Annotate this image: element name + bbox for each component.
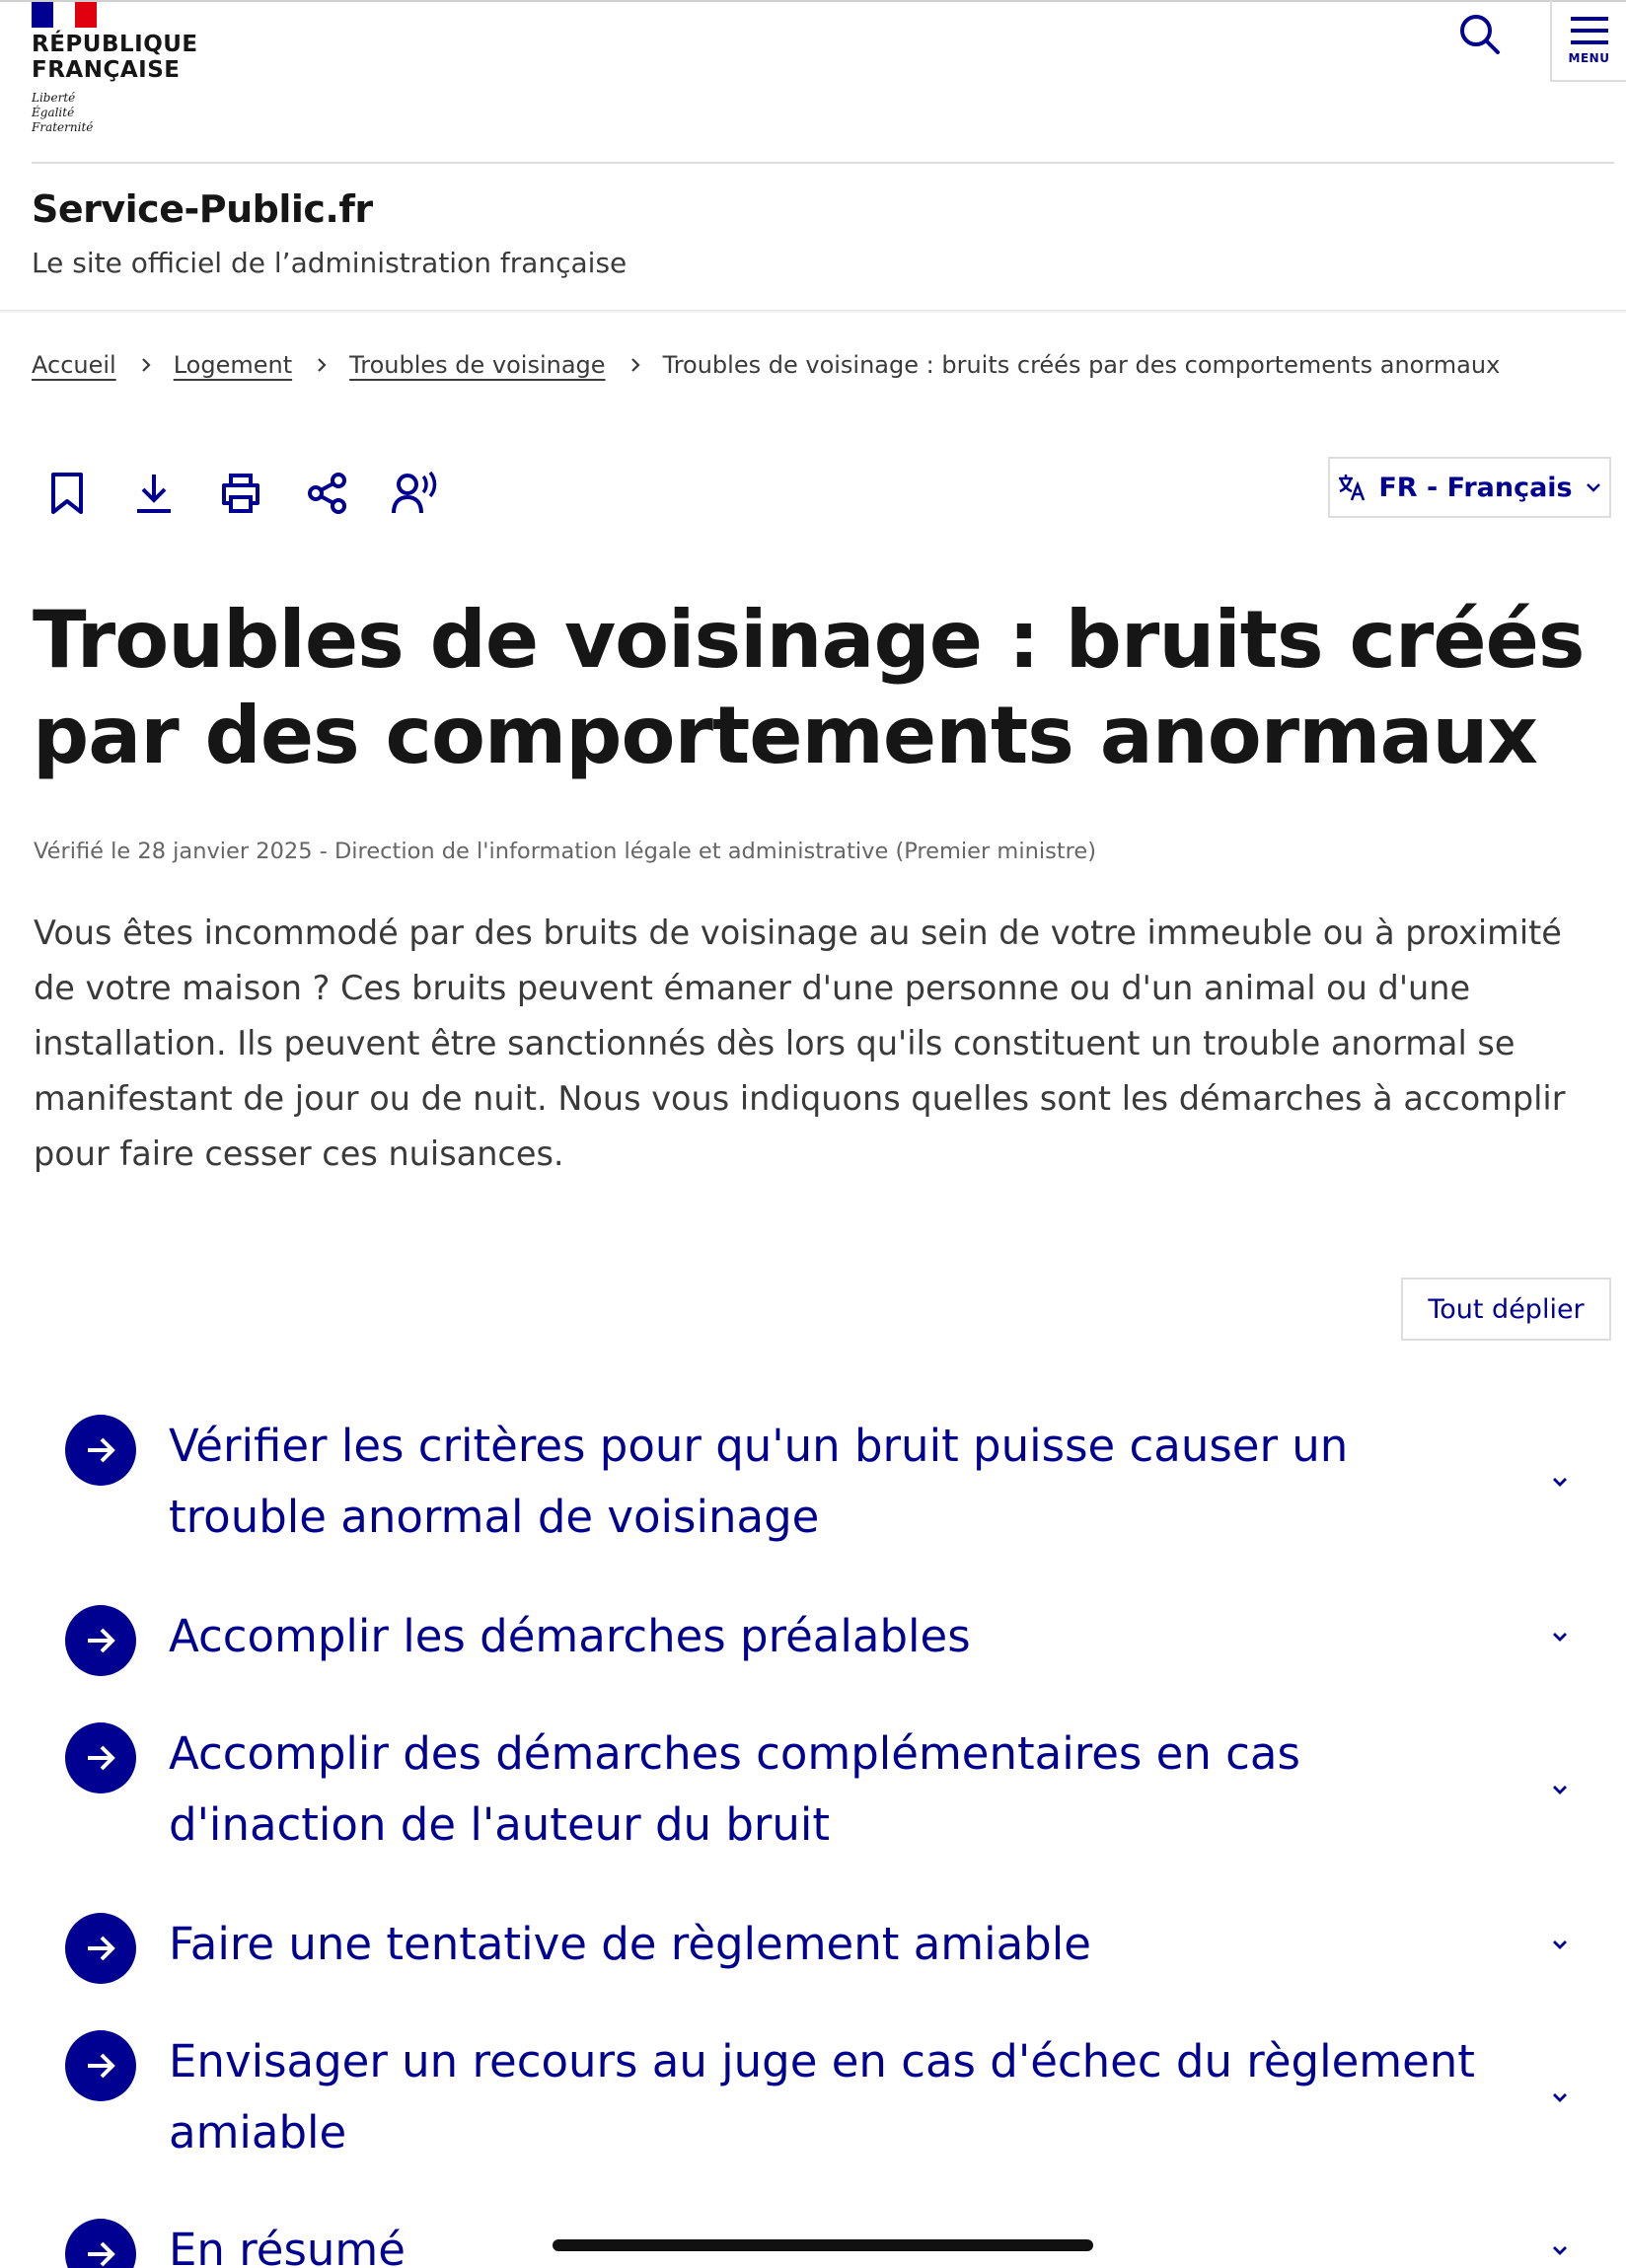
chevron-down-icon [1547, 1469, 1573, 1495]
breadcrumb-link-troubles-de-voisinage[interactable]: Troubles de voisinage [349, 351, 606, 379]
search-button[interactable] [1450, 5, 1510, 64]
header-divider [32, 162, 1614, 164]
accordion-title: Faire une tentative de règlement amiable [169, 1918, 1091, 1970]
arrow-right-icon [65, 1722, 136, 1793]
chevron-right-icon [312, 355, 332, 375]
chevron-down-icon [1547, 2085, 1573, 2110]
site-name[interactable]: Service-Public.fr [32, 187, 373, 231]
chevron-down-icon [1585, 478, 1602, 496]
republique-francaise-logo[interactable] [32, 2, 229, 135]
accordion-title: Accomplir les démarches préalables [169, 1610, 971, 1662]
header-shadow [0, 310, 1626, 314]
motto [32, 91, 229, 135]
expand-all-button[interactable]: Tout déplier [1401, 1278, 1611, 1341]
chevron-right-icon [136, 355, 156, 375]
chevron-right-icon [626, 355, 645, 375]
breadcrumb-link-logement[interactable]: Logement [173, 351, 293, 379]
motto-egalite: Égalité [32, 106, 75, 119]
arrow-right-icon [65, 1415, 136, 1486]
accordion-title: Envisager un recours au juge en cas d'échec du règlement amiable [169, 2035, 1475, 2158]
accordion-title: Accomplir des démarches complémentaires en cas d'inaction de l'auteur du bruit [169, 1727, 1300, 1851]
menu-button[interactable] [1550, 0, 1626, 82]
chevron-down-icon [1547, 1932, 1573, 1957]
print-button[interactable] [217, 468, 264, 519]
accordion-title: En résumé [169, 2224, 406, 2268]
motto-liberte: Liberté [32, 91, 76, 105]
chevron-down-icon [1547, 1777, 1573, 1802]
breadcrumb-link-accueil[interactable]: Accueil [32, 351, 116, 379]
search-icon [1458, 13, 1502, 56]
print-icon [219, 472, 262, 515]
arrow-right-icon [65, 2219, 136, 2268]
chevron-down-icon [1547, 1624, 1573, 1649]
bookmark-icon [47, 471, 87, 516]
share-icon [306, 472, 349, 515]
listen-button[interactable] [391, 468, 438, 519]
listen-icon [391, 471, 438, 516]
bookmark-button[interactable] [43, 468, 91, 519]
home-indicator[interactable] [553, 2239, 1093, 2251]
verification-date: Vérifié le 28 janvier 2025 - Direction de l'information légale et administrative (Premier ministre) [34, 839, 1097, 864]
download-icon [133, 472, 175, 515]
language-selector[interactable] [1328, 457, 1611, 518]
translate-icon [1337, 473, 1367, 502]
page-toolbar [43, 464, 438, 523]
logo-line-1: RÉPUBLIQUE [32, 32, 198, 57]
arrow-right-icon [65, 1605, 136, 1676]
language-label: FR - Français [1378, 472, 1573, 503]
download-button[interactable] [130, 468, 178, 519]
breadcrumb-current: Troubles de voisinage : bruits créés par des comportements anormaux [662, 351, 1501, 379]
arrow-right-icon [65, 2030, 136, 2101]
site-tagline: Le site officiel de l’administration française [32, 247, 628, 279]
motto-fraternite: Fraternité [32, 120, 94, 134]
arrow-right-icon [65, 1913, 136, 1984]
menu-label: MENU [1568, 50, 1610, 65]
accordion-title: Vérifier les critères pour qu'un bruit puisse causer un trouble anormal de voisinage [169, 1420, 1349, 1543]
breadcrumb [32, 345, 1500, 385]
logo-line-2: FRANÇAISE [32, 57, 181, 83]
page-title: Troubles de voisinage : bruits créés par des comportements anormaux [33, 594, 1585, 781]
hamburger-icon [1571, 16, 1608, 45]
chevron-down-icon [1547, 2237, 1573, 2263]
intro-paragraph: Vous êtes incommodé par des bruits de voisinage au sein de votre immeuble ou à proximité de votre maison ? Ces bruits peuvent émaner d'une personne ou d'un animal ou d'une installation. Ils peuvent être sanctionnés dès lors qu'ils constituent un trouble anormal se manifestant de jour ou de nuit. Nous vous indiquons quelles sont les démarches à accomplir pour faire cesser ces nuisances. [34, 914, 1566, 1173]
french-flag-icon [32, 2, 97, 28]
share-button[interactable] [304, 468, 351, 519]
site-header [0, 0, 1626, 163]
